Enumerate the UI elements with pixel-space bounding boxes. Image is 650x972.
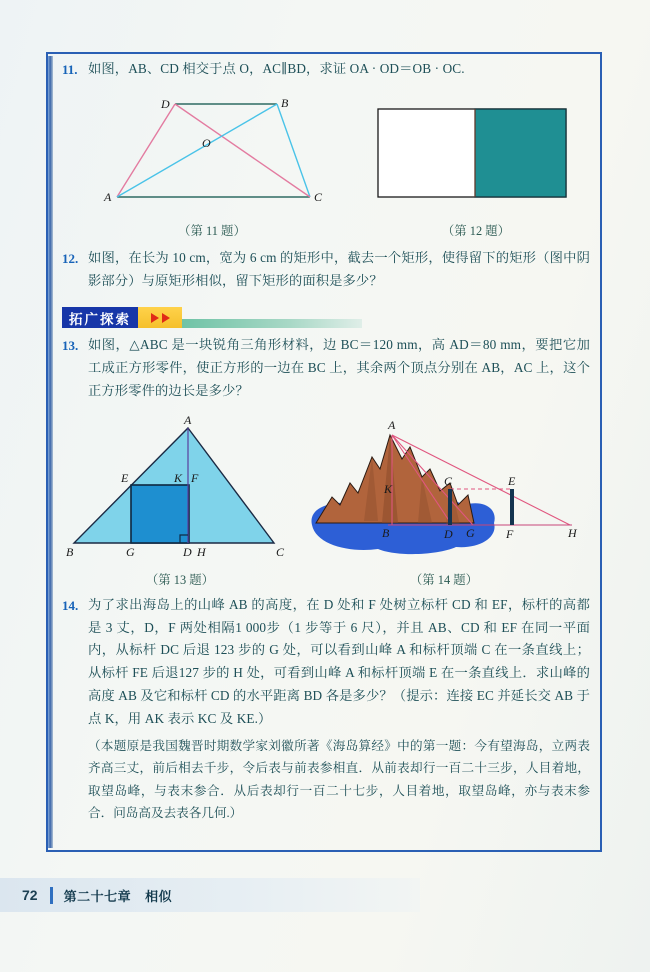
figure-14-caption: （第 14 题） [409,572,479,587]
frame-left-accent-bar [48,56,53,848]
footer-divider [50,887,53,904]
problem-14-text: 为了求出海岛上的山峰 AB 的高度，在 D 处和 F 处树立标杆 CD 和 EF，标杆的高都是 3 丈，D，F 两处相隔1 000步（1 步等于 6 尺），并且 AB、CD 和 EF 在同一平面内，从标杆 DC 后退 123 步的 G 处，可以看到山峰 A 和标杆顶端 C 在一条直线上；从标杆 FE 后退127 步的 H 处，可看到山峰 A 和标杆顶端 E 在一条直线上．求山峰的高度 AB 及它和标杆 CD 的水平距离 BD 各是多少？（提示：连接 EC 并延长交 AB 于点 K，用 AK 表示 KC 及 KE.） [88,596,590,726]
figure-13-label-E: E [121,470,129,485]
arrow-right-icon [151,313,159,323]
problem-14-historical-note: （本题原是我国魏晋时期数学家刘徽所著《海岛算经》中的第一题：今有望海岛，立两表齐高三丈，前后相去千步，令后表与前表参相直．从前表却行一百二十三步，人目着地，取望岛峰，与表末参合．从后表却行一百二十七步，人目着地，取望岛峰，亦与表末参合．问岛高及去表各几何.） [88,738,590,821]
page-number: 72 [22,887,38,903]
figure-13-caption: （第 13 题） [145,572,215,587]
figure-12-drawing [362,89,590,214]
figure-14 [298,413,590,588]
figure-11-label-B: B [281,96,289,111]
footer-chapter-topic: 相似 [145,888,173,904]
figure-14-drawing [298,413,590,563]
problem-13 [62,334,590,403]
problem-14-number: 14. [62,597,79,613]
figure-12 [362,89,590,239]
figure-11-label-A: A [104,190,112,205]
footer-chapter-name: 第二十七章 [63,888,132,904]
problem-11-number: 11. [62,62,78,77]
figure-14-label-H: H [568,525,577,540]
page-content [62,52,590,824]
figure-13 [62,413,298,588]
problem-12 [62,247,590,293]
figure-14-label-G: G [466,525,475,540]
figure-13-drawing [62,413,298,563]
figure-11-label-O: O [202,136,211,151]
figure-11 [62,89,362,239]
figure-14-label-D: D [444,526,453,541]
problem-13-number: 13. [62,338,79,354]
problem-13-text: 如图，△ABC 是一块锐角三角形材料，边 BC＝120 mm，高 AD＝80 mm，要把它加工成正方形零件，使正方形的一边在 BC 上，其余两个顶点分别在 AB，AC 上，这个正方形零件的边长是多少？ [88,337,590,398]
section-banner-arrows [138,307,182,328]
figure-13-label-H: H [197,544,206,559]
figure-14-label-C: C [444,473,453,488]
arrow-right-icon [162,313,170,323]
figure-13-label-B: B [66,544,74,559]
figure-row-11-12 [62,89,590,239]
section-banner-tail [182,319,362,328]
problem-14 [62,594,590,731]
figure-13-label-K: K [174,470,183,485]
problem-12-text: 如图，在长为 10 cm，宽为 6 cm 的矩形中，截去一个矩形，使得留下的矩形（图中阴影部分）与原矩形相似，留下矩形的面积是多少？ [88,250,590,289]
page-footer [0,878,650,912]
figure-11-label-C: C [314,190,323,205]
figure-14-label-F: F [506,526,514,541]
figure-14-label-K: K [384,481,393,496]
footer-chapter [64,886,173,905]
section-banner-expand-explore [62,307,362,328]
figure-14-label-A: A [388,417,396,432]
figure-13-label-D: D [183,544,192,559]
figure-13-label-F: F [191,470,199,485]
figure-13-label-G: G [126,544,135,559]
figure-14-label-B: B [382,525,390,540]
figure-13-label-A: A [184,412,192,427]
problem-11-text: 如图，AB、CD 相交于点 O，AC∥BD，求证 OA · OD＝OB · OC. [88,61,465,76]
figure-11-drawing [62,89,362,214]
problem-11 [62,58,590,81]
figure-row-13-14 [62,413,590,588]
figure-14-label-E: E [508,473,516,488]
figure-11-label-D: D [161,97,170,112]
figure-13-label-C: C [276,544,285,559]
figure-12-caption: （第 12 題） [441,224,511,239]
section-banner-label: 拓广探索 [62,307,138,328]
figure-11-caption: （第 11 题） [178,224,246,239]
problem-12-number: 12. [62,251,79,267]
